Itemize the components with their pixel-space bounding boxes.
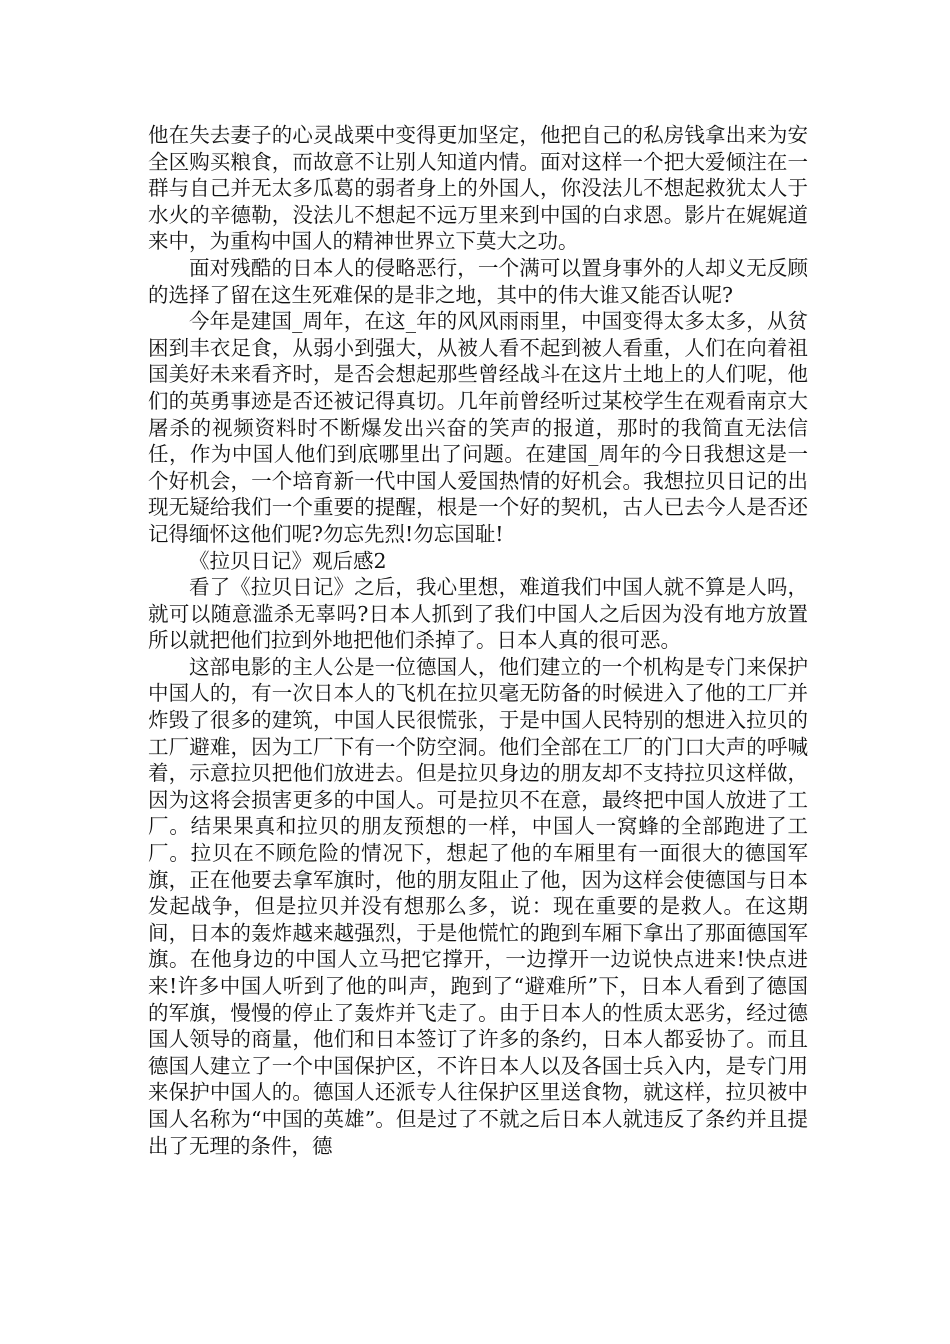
paragraph: 面对残酷的日本人的侵略恶行，一个满可以置身事外的人却义无反顾的选择了留在这生死难保的是非之地，其中的伟大谁又能否认呢? — [148, 255, 808, 307]
section-title: 《拉贝日记》观后感2 — [189, 548, 387, 573]
paragraph: 看了《拉贝日记》之后，我心里想，难道我们中国人就不算是人吗，就可以随意滥杀无辜吗?日本人抓到了我们中国人之后因为没有地方放置所以就把他们拉到外地把他们杀掉了。日本人真的很可恶。 — [148, 575, 808, 653]
paragraph: 今年是建国_周年，在这_年的风风雨雨里，中国变得太多太多，从贫困到丰衣足食，从弱小到强大，从被人看不起到被人看重，人们在向着祖国美好未来看齐时，是否会想起那些曾经战斗在这片土地上的人们呢，他们的英勇事迹是否还被记得真切。几年前曾经听过某校学生在观看南京大屠杀的视频资料时不断爆发出兴奋的笑声的报道，那时的我简直无法信任，作为中国人他们到底哪里出了问题。在建国_周年的今日我想这是一个好机会，一个培育新一代中国人爱国热情的好机会。我想拉贝日记的出现无疑给我们一个重要的提醒，根是一个好的契机，古人已去今人是否还记得缅怀这他们呢?勿忘先烈!勿忘国耻! — [148, 309, 808, 546]
paragraph-continuation: 他在失去妻子的心灵战栗中变得更加坚定，他把自己的私房钱拿出来为安全区购买粮食，而故意不让别人知道内情。面对这样一个把大爱倾注在一群与自己并无太多瓜葛的弱者身上的外国人，你没法儿不想起救犹太人于水火的辛德勒，没法儿不想起不远万里来到中国的白求恩。影片在娓娓道来中，为重构中国人的精神世界立下莫大之功。 — [148, 123, 808, 254]
document-page — [148, 122, 808, 1159]
paragraph: 这部电影的主人公是一位德国人，他们建立的一个机构是专门来保护中国人的，有一次日本人的飞机在拉贝毫无防备的时候进入了他的工厂并炸毁了很多的建筑，中国人民很慌张，于是中国人民特别的想进入拉贝的工厂避难，因为工厂下有一个防空洞。他们全部在工厂的门口大声的呼喊着，示意拉贝把他们放进去。但是拉贝身边的朋友却不支持拉贝这样做，因为这将会损害更多的中国人。可是拉贝不在意，最终把中国人放进了工厂。结果果真和拉贝的朋友预想的一样，中国人一窝蜂的全部跑进了工厂。拉贝在不顾危险的情况下，想起了他的车厢里有一面很大的德国军旗，正在他要去拿军旗时，他的朋友阻止了他，因为这样会使德国与日本发起战争，但是拉贝并没有想那么多，说：现在重要的是救人。在这期间，日本的轰炸越来越强烈，于是他慌忙的跑到车厢下拿出了那面德国军旗。在他身边的中国人立马把它撑开，一边撑开一边说快点进来!快点进来!许多中国人听到了他的叫声，跑到了“避难所”下，日本人看到了德国的军旗，慢慢的停止了轰炸并飞走了。由于日本人的性质太恶劣，经过德国人领导的商量，他们和日本签订了许多的条约，日本人都妥协了。而且德国人建立了一个中国保护区，不许日本人以及各国士兵入内，是专门用来保护中国人的。德国人还派专人往保护区里送食物，就这样，拉贝被中国人名称为“中国的英雄”。但是过了不就之后日本人就违反了条约并且提出了无理的条件，德 — [148, 654, 808, 1158]
